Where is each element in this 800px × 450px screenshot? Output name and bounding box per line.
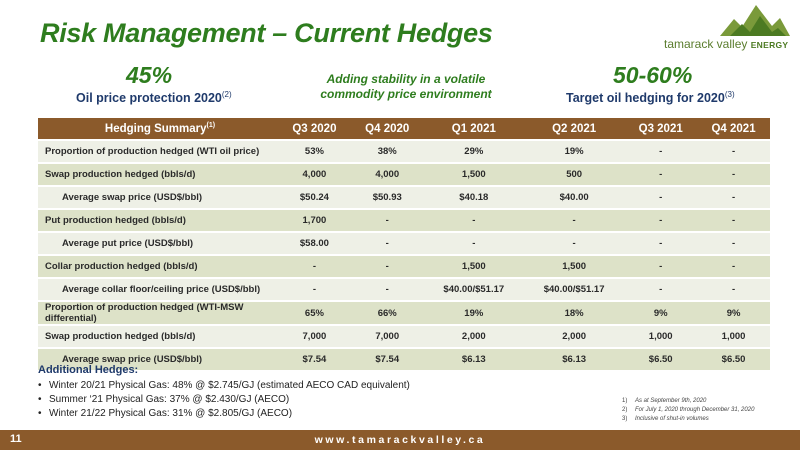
list-item: • Summer ‘21 Physical Gas: 37% @ $2.430/GJ (AECO)	[38, 393, 410, 407]
table-cell: 4,000	[351, 164, 424, 185]
table-cell: 66%	[351, 302, 424, 324]
table-cell: $6.50	[624, 349, 697, 370]
website-link[interactable]: www.tamarackvalley.ca	[314, 434, 486, 446]
table-cell: $50.93	[351, 187, 424, 208]
table-cell: -	[524, 233, 624, 254]
table-cell: -	[697, 141, 770, 162]
table-row	[38, 279, 770, 300]
table-cell: -	[624, 256, 697, 277]
table-cell: -	[697, 233, 770, 254]
table-row	[38, 326, 770, 347]
table-cell: 9%	[697, 302, 770, 324]
mountain-logo-icon	[720, 2, 790, 38]
row-label: Proportion of production hedged (WTI-MSW differential)	[38, 302, 278, 324]
table-cell: -	[624, 233, 697, 254]
table-cell: 29%	[424, 141, 524, 162]
table-row	[38, 210, 770, 231]
table-cell: 1,500	[424, 256, 524, 277]
table-cell: 19%	[424, 302, 524, 324]
table-cell: $50.24	[278, 187, 351, 208]
table-cell: $7.54	[351, 349, 424, 370]
table-cell: -	[697, 187, 770, 208]
table-cell: 38%	[351, 141, 424, 162]
page-title: Risk Management – Current Hedges	[40, 18, 493, 48]
footnotes	[622, 397, 754, 424]
hedging-summary-table	[38, 116, 770, 372]
table-cell: 9%	[624, 302, 697, 324]
table-cell: -	[351, 233, 424, 254]
page-number: 11	[10, 433, 22, 445]
target-hedging-label: Target oil hedging for 2020$^{(3)}$	[566, 90, 735, 106]
table-cell: 1,700	[278, 210, 351, 231]
table-row	[38, 187, 770, 208]
table-cell: -	[278, 279, 351, 300]
footnote: 3) Inclusive of shut-in volumes	[622, 416, 709, 422]
table-cell: 19%	[524, 141, 624, 162]
row-label: Proportion of production hedged (WTI oil price)	[38, 141, 278, 162]
table-cell: -	[697, 256, 770, 277]
additional-hedges-heading: Additional Hedges:	[38, 364, 139, 376]
table-cell: 500	[524, 164, 624, 185]
row-label: Average swap price (USD$/bbl)	[38, 349, 278, 370]
table-cell: 65%	[278, 302, 351, 324]
row-label: Average collar floor/ceiling price (USD$/bbl)	[38, 279, 278, 300]
logo-wordmark: tamarack valley ENERGY	[664, 37, 789, 51]
list-item: • Winter 20/21 Physical Gas: 48% @ $2.745/GJ (estimated AECO CAD equivalent)	[38, 379, 410, 393]
table-cell: 18%	[524, 302, 624, 324]
column-header: Q1 2021	[424, 118, 524, 139]
row-label: Average put price (USD$/bbl)	[38, 233, 278, 254]
table-cell: 1,000	[624, 326, 697, 347]
column-header: Q3 2021	[624, 118, 697, 139]
table-cell: $40.00/$51.17	[424, 279, 524, 300]
table-cell: 1,500	[524, 256, 624, 277]
oil-protection-label: Oil price protection 2020$^{(2)}$	[76, 90, 232, 106]
table-cell: $6.50	[697, 349, 770, 370]
table-cell: 4,000	[278, 164, 351, 185]
table-cell: $6.13	[524, 349, 624, 370]
table-cell: -	[624, 210, 697, 231]
row-label: Swap production hedged (bbls/d)	[38, 164, 278, 185]
table-cell: $40.18	[424, 187, 524, 208]
column-header: Q4 2020	[351, 118, 424, 139]
row-label: Average swap price (USD$/bbl)	[38, 187, 278, 208]
table-cell: 1,000	[697, 326, 770, 347]
table-cell: 1,500	[424, 164, 524, 185]
table-cell: -	[524, 210, 624, 231]
table-cell: -	[697, 164, 770, 185]
table-row	[38, 164, 770, 185]
table-cell: $40.00	[524, 187, 624, 208]
company-logo	[664, 2, 796, 58]
table-row	[38, 302, 770, 324]
table-cell: $58.00	[278, 233, 351, 254]
table-cell: -	[278, 256, 351, 277]
table-cell: $6.13	[424, 349, 524, 370]
column-header: Q4 2021	[697, 118, 770, 139]
table-cell: -	[624, 141, 697, 162]
table-cell: -	[624, 164, 697, 185]
table-cell: 2,000	[424, 326, 524, 347]
row-label: Collar production hedged (bbls/d)	[38, 256, 278, 277]
footnote: 2) For July 1, 2020 through December 31, 2020	[622, 407, 755, 413]
table-cell: -	[351, 279, 424, 300]
table-row	[38, 141, 770, 162]
target-hedging-value: 50-60%	[613, 62, 693, 88]
column-header: Q3 2020	[278, 118, 351, 139]
table-cell: 7,000	[278, 326, 351, 347]
stability-tagline: Adding stability in a volatile commodity price environment	[320, 72, 492, 101]
table-cell: -	[424, 233, 524, 254]
table-cell: -	[624, 279, 697, 300]
table-cell: -	[351, 210, 424, 231]
table-cell: -	[351, 256, 424, 277]
table-cell: -	[424, 210, 524, 231]
additional-hedges	[38, 364, 410, 421]
table-row	[38, 256, 770, 277]
column-header-summary: Hedging Summary$^{(1)}$	[38, 118, 278, 139]
table-cell: $7.54	[278, 349, 351, 370]
table-cell: 53%	[278, 141, 351, 162]
table-row	[38, 233, 770, 254]
table-cell: 2,000	[524, 326, 624, 347]
table-cell: $40.00/$51.17	[524, 279, 624, 300]
footer-bar	[0, 430, 800, 450]
table-cell: -	[697, 210, 770, 231]
table-cell: -	[697, 279, 770, 300]
footnote: 1) As at September 9th, 2020	[622, 398, 707, 404]
table-cell: 7,000	[351, 326, 424, 347]
list-item: • Winter 21/22 Physical Gas: 31% @ $2.805/GJ (AECO)	[38, 407, 410, 421]
oil-protection-value: 45%	[126, 62, 173, 88]
row-label: Put production hedged (bbls/d)	[38, 210, 278, 231]
column-header: Q2 2021	[524, 118, 624, 139]
table-header-row	[38, 118, 770, 139]
row-label: Swap production hedged (bbls/d)	[38, 326, 278, 347]
table-cell: -	[624, 187, 697, 208]
